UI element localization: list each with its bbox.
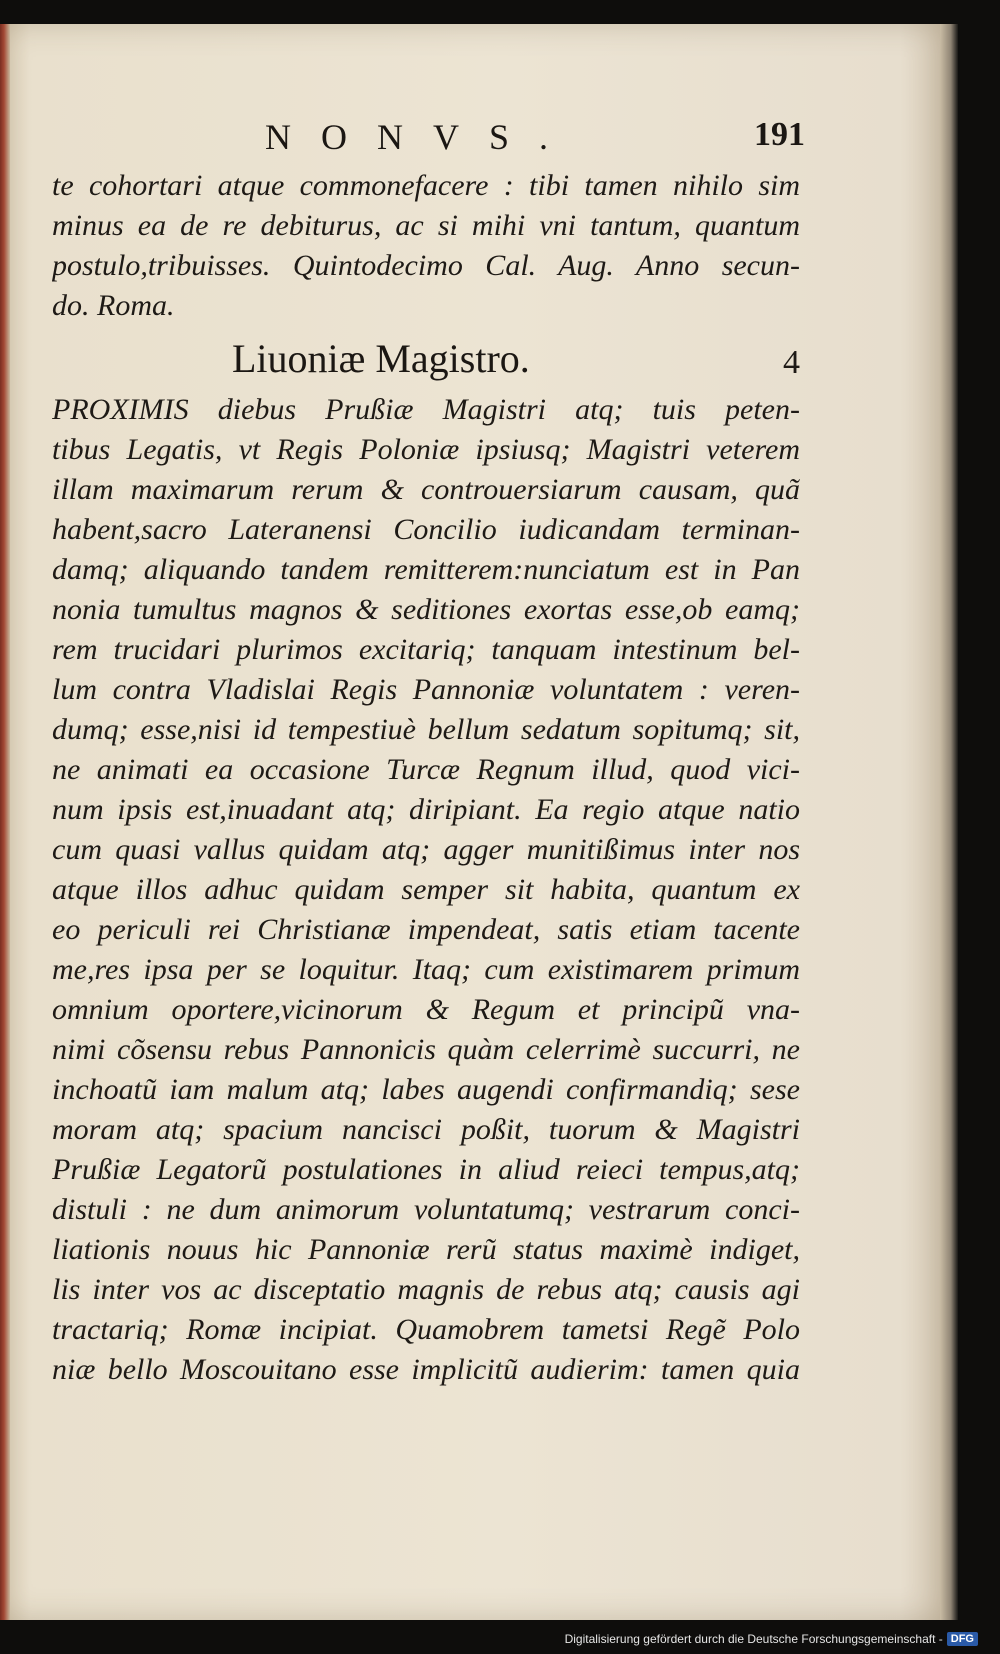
text-line: distuli : ne dum animorum voluntatumq; vestrarum conci-	[52, 1193, 800, 1226]
text-line: minus ea de re debiturus, ac si mihi vni tantum, quantum	[52, 209, 800, 242]
text-line: atque illos adhuc quidam semper sit habita, quantum ex	[52, 873, 800, 906]
text-line: tibus Legatis, vt Regis Poloniæ ipsiusq; Magistri veterem	[52, 433, 800, 466]
dfg-logo: DFG	[947, 1632, 978, 1646]
text-line: do. Roma.	[52, 289, 175, 322]
letter-heading-row	[52, 332, 800, 390]
text-line: cum quasi vallus quidam atq; agger munitißimus inter nos	[52, 833, 800, 866]
text-line: me,res ipsa per se loquitur. Itaq; cum existimarem primum	[52, 953, 800, 986]
text-line: rem trucidari plurimos excitariq; tanquam intestinum bel-	[52, 633, 800, 666]
running-title: NONVS.	[265, 117, 579, 157]
text-line: nonia tumultus magnos & seditiones exortas esse,ob eamq;	[52, 593, 800, 626]
text-line: postulo,tribuisses. Quintodecimo Cal. Aug. Anno secun-	[52, 249, 800, 282]
text-line: dumq; esse,nisi id tempestiuè bellum sedatum sopitumq; sit,	[52, 713, 800, 746]
page-header	[265, 116, 805, 164]
text-line: damq; aliquando tandem remitterem:nunciatum est in Pan	[52, 553, 800, 586]
text-line: PROXIMIS diebus Prußiæ Magistri atq; tuis peten-	[52, 393, 800, 426]
text-block	[52, 166, 800, 1390]
text-line: habent,sacro Lateranensi Concilio iudicandam terminan-	[52, 513, 800, 546]
text-line: inchoatũ iam malum atq; labes augendi confirmandiq; sese	[52, 1073, 800, 1106]
book-page	[0, 24, 940, 1620]
page-binding-edge	[0, 24, 10, 1620]
text-line: te cohortari atque commonefacere : tibi tamen nihilo sim	[52, 169, 800, 202]
text-line: lis inter vos ac disceptatio magnis de rebus atq; causis agi	[52, 1273, 800, 1306]
text-line: ne animati ea occasione Turcæ Regnum illud, quod vici-	[52, 753, 800, 786]
letter-number: 4	[783, 344, 800, 381]
text-line: num ipsis est,inuadant atq; diripiant. Ea regio atque natio	[52, 793, 800, 826]
page-outer-edge	[940, 24, 958, 1620]
text-line: omnium oportere,vicinorum & Regum et principũ vna-	[52, 993, 800, 1026]
text-line: illam maximarum rerum & controuersiarum causam, quã	[52, 473, 800, 506]
text-line: Prußiæ Legatorũ postulationes in aliud reieci tempus,atq;	[52, 1153, 800, 1186]
text-line: lum contra Vladislai Regis Pannoniæ voluntatem : veren-	[52, 673, 800, 706]
text-line: liationis nouus hic Pannoniæ rerũ status maximè indiget,	[52, 1233, 800, 1266]
digitization-credit	[565, 1632, 978, 1646]
text-line: nimi cõsensu rebus Pannonicis quàm celerrimè succurri, ne	[52, 1033, 800, 1066]
text-line: tractariq; Romæ incipiat. Quamobrem tametsi Regẽ Polo	[52, 1313, 800, 1346]
credit-text: Digitalisierung gefördert durch die Deutsche Forschungsgemeinschaft -	[564, 1632, 943, 1646]
page-number: 191	[754, 116, 805, 153]
text-line: moram atq; spacium nancisci poßit, tuorum & Magistri	[52, 1113, 800, 1146]
letter-heading: Liuoniæ Magistro.	[232, 336, 530, 381]
text-line: eo periculi rei Christianæ impendeat, satis etiam tacente	[52, 913, 800, 946]
text-line: niæ bello Moscouitano esse implicitũ audierim: tamen quia	[52, 1353, 800, 1386]
